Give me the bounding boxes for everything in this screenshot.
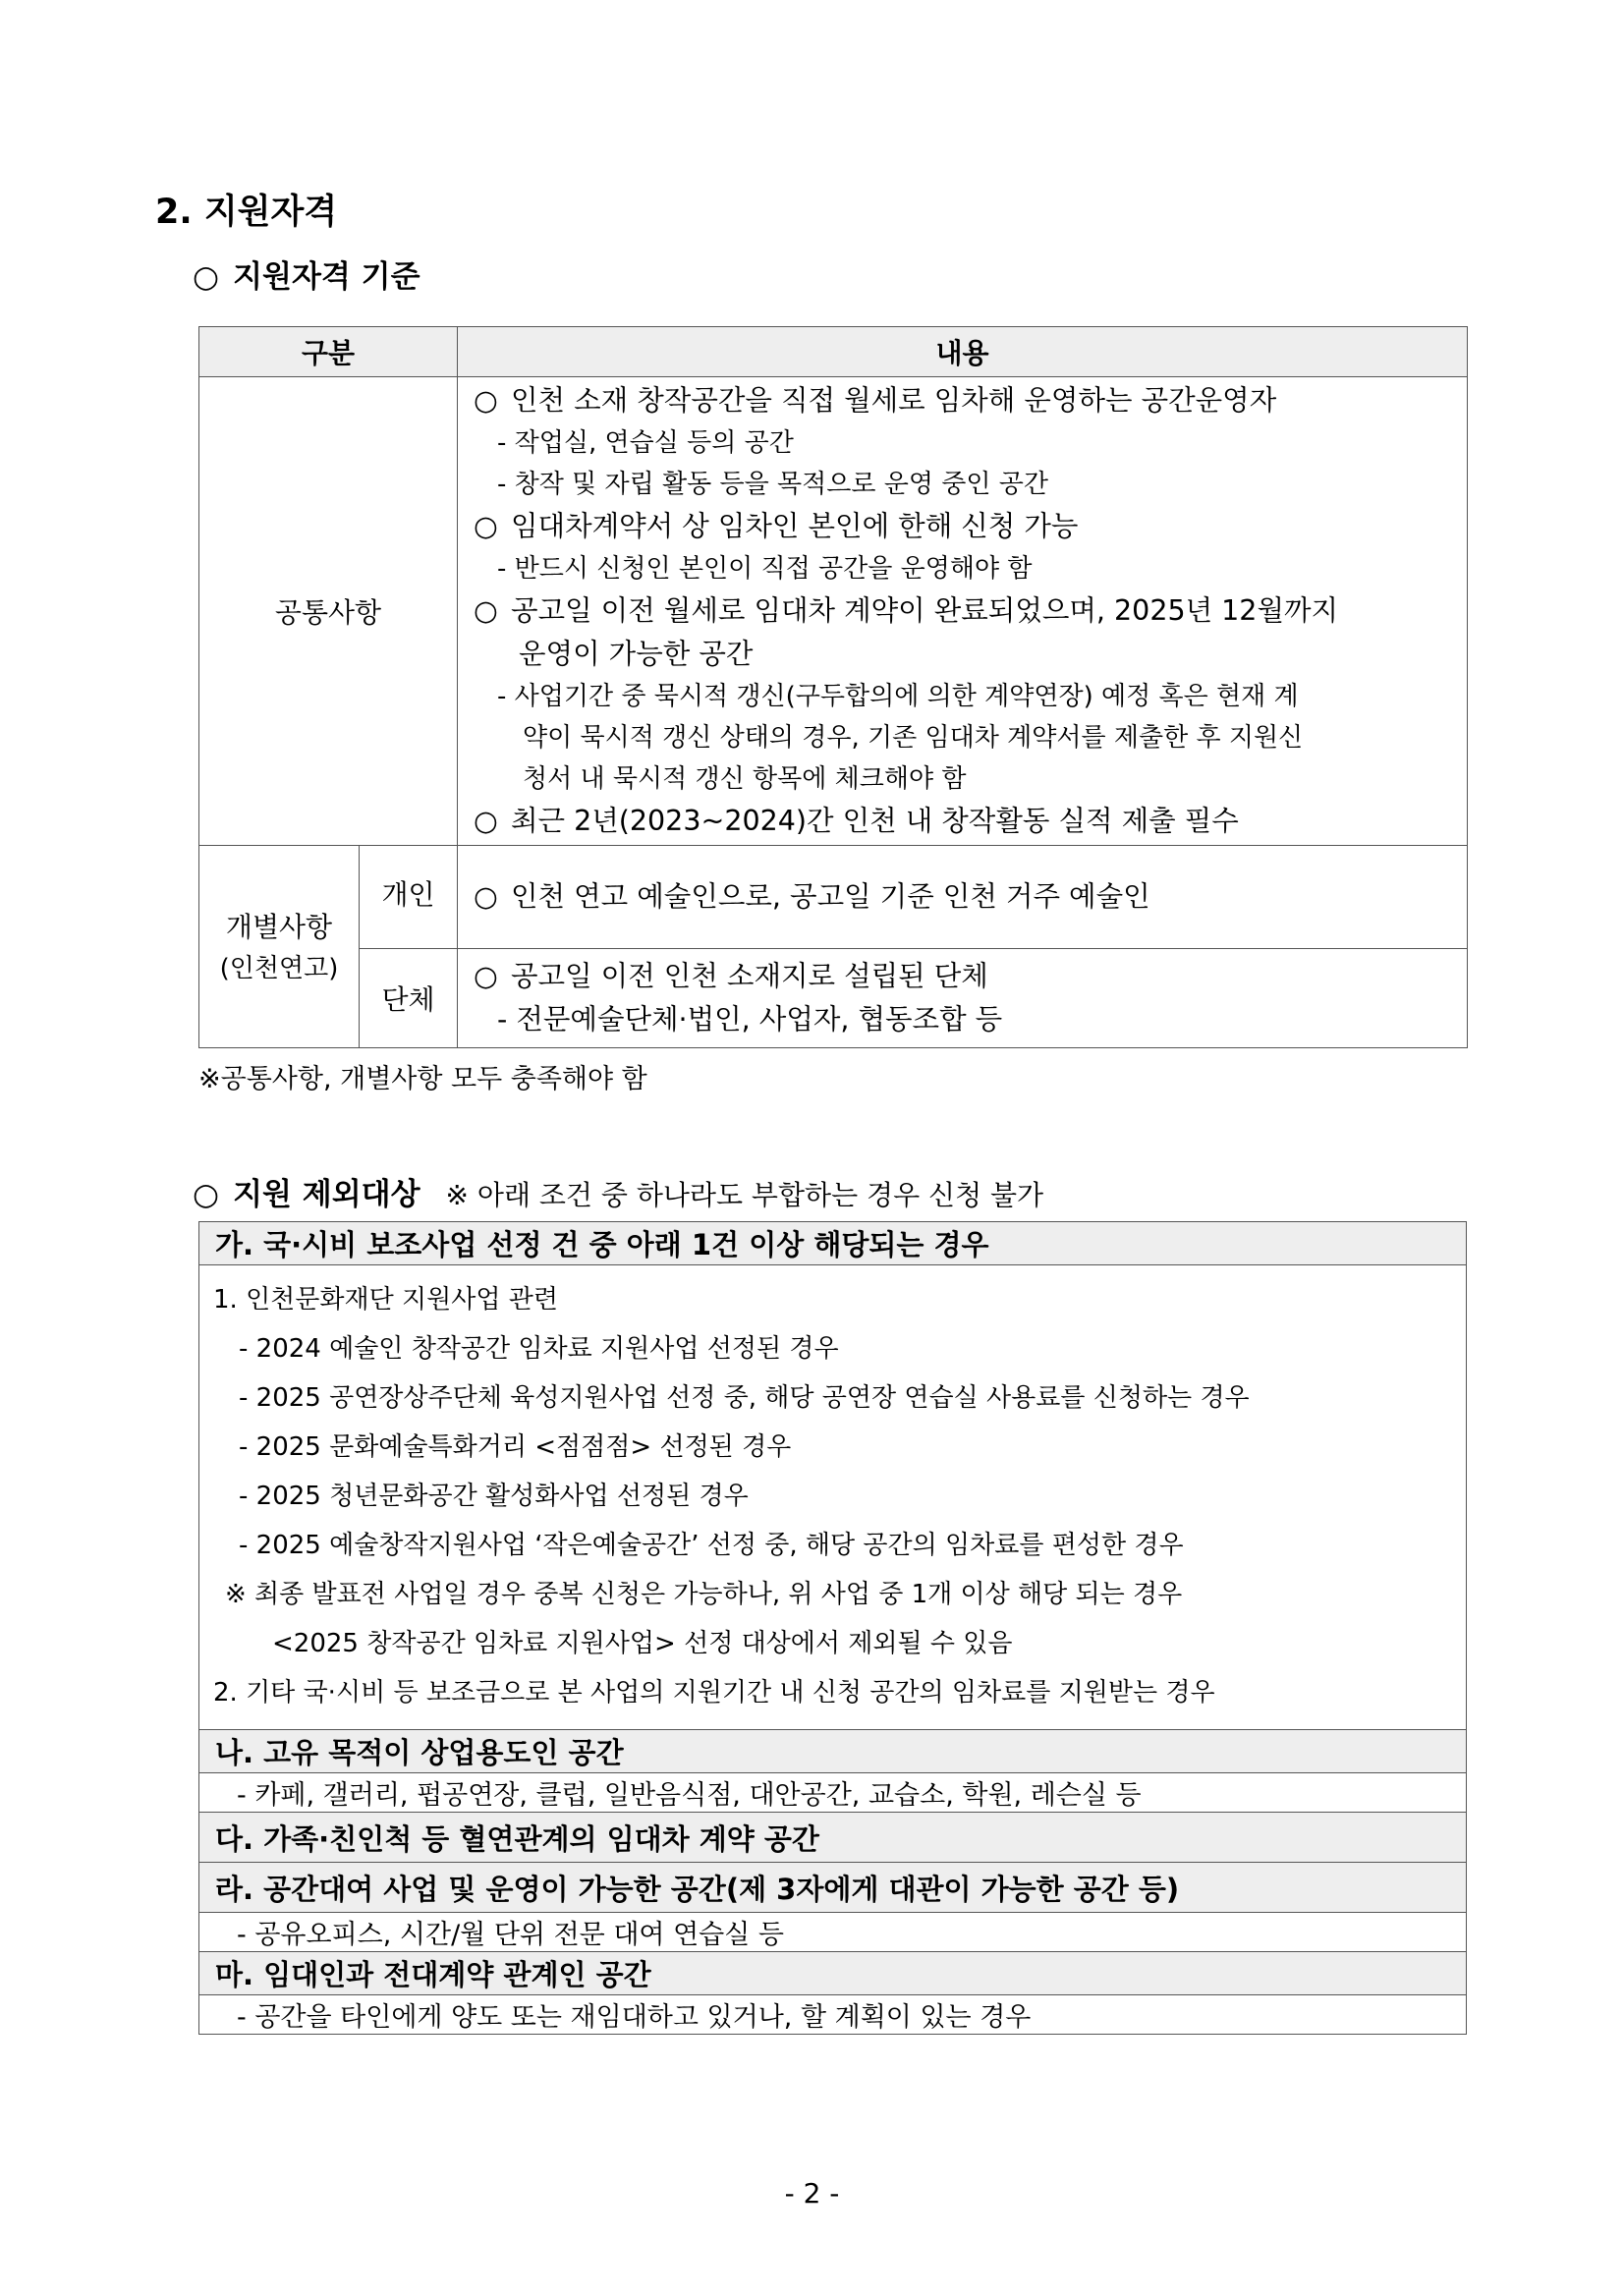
criteria-table: [198, 326, 1468, 1048]
bullet-icon: ○: [474, 805, 498, 837]
list-item: ○ 임대차계약서 상 임차인 본인에 한해 신청 가능: [474, 505, 1457, 548]
header-content: 내용: [458, 327, 1468, 377]
exclusion-heading: ○ 지원 제외대상 ※ 아래 조건 중 하나라도 부합하는 경우 신청 불가: [193, 1177, 1044, 1212]
person-row: [199, 846, 1468, 949]
criteria-footnote: ※공통사항, 개별사항 모두 충족해야 함: [198, 1064, 647, 1094]
exclusion-a-title: 가. 국·시비 보조사업 선정 건 중 아래 1건 이상 해당되는 경우: [199, 1222, 1467, 1265]
bullet-icon: ○: [474, 594, 498, 627]
list-item: - 반드시 신청인 본인이 직접 공간을 운영해야 함: [497, 554, 1033, 584]
exclusion-c-title: 다. 가족·친인척 등 혈연관계의 임대차 계약 공간: [199, 1813, 1467, 1863]
bullet-icon: ○: [474, 880, 498, 913]
list-item: <2025 창작공간 임차료 지원사업> 선정 대상에서 제외될 수 있음: [272, 1629, 1013, 1658]
list-item: - 작업실, 연습실 등의 공간: [497, 428, 794, 458]
group-label: 단체: [360, 949, 458, 1048]
common-content: [458, 377, 1468, 846]
list-item: ○ 최근 2년(2023~2024)간 인천 내 창작활동 실적 제출 필수: [474, 800, 1457, 843]
common-row: [199, 377, 1468, 846]
bullet-icon: ○: [193, 1177, 220, 1212]
exclusion-d-title-row: [199, 1863, 1467, 1913]
list-item: - 2024 예술인 창작공간 임차료 지원사업 선정된 경우: [239, 1334, 839, 1364]
exclusion-b-sub-row: [199, 1773, 1467, 1813]
list-item: ○ 공고일 이전 인천 소재지로 설립된 단체: [474, 955, 1457, 998]
table-header-row: [199, 327, 1468, 377]
group-row: [199, 949, 1468, 1048]
list-item: - 2025 예술창작지원사업 ‘작은예술공간’ 선정 중, 해당 공간의 임차료를 편성한 경우: [239, 1531, 1184, 1560]
exclusion-c-title-row: [199, 1813, 1467, 1863]
list-item: - 2025 문화예술특화거리 <점점점> 선정된 경우: [239, 1432, 792, 1462]
list-item: 약이 묵시적 갱신 상태의 경우, 기존 임대차 계약서를 제출한 후 지원신: [523, 723, 1304, 753]
list-item: - 2025 청년문화공간 활성화사업 선정된 경우: [239, 1482, 749, 1511]
list-item: 청서 내 묵시적 갱신 항목에 체크해야 함: [523, 764, 967, 794]
individual-label: 개별사항 (인천연고): [199, 846, 360, 1048]
exclusion-table: [198, 1221, 1467, 2035]
page-number: - 2 -: [784, 2177, 840, 2210]
common-label: 공통사항: [199, 377, 458, 846]
list-item: ※ 최종 발표전 사업일 경우 중복 신청은 가능하나, 위 사업 중 1개 이상 해당 되는 경우: [225, 1580, 1183, 1609]
exclusion-b-sub: - 카페, 갤러리, 펍공연장, 클럽, 일반음식점, 대안공간, 교습소, 학원, 레슨실 등: [199, 1773, 1467, 1813]
exclusion-d-sub: - 공유오피스, 시간/월 단위 전문 대여 연습실 등: [199, 1913, 1467, 1952]
person-label: 개인: [360, 846, 458, 949]
header-category: 구분: [199, 327, 458, 377]
person-content: [458, 846, 1468, 949]
exclusion-b-title: 나. 고유 목적이 상업용도인 공간: [199, 1730, 1467, 1773]
criteria-heading: ○ 지원자격 기준: [193, 259, 420, 295]
exclusion-d-title: 라. 공간대여 사업 및 운영이 가능한 공간(제 3자에게 대관이 가능한 공간 등): [199, 1863, 1467, 1913]
list-item: - 전문예술단체·법인, 사업자, 협동조합 등: [497, 1003, 1003, 1036]
list-item: 1. 인천문화재단 지원사업 관련: [213, 1285, 558, 1315]
bullet-icon: ○: [474, 384, 498, 417]
exclusion-e-title-row: [199, 1952, 1467, 1995]
bullet-icon: ○: [193, 259, 220, 295]
exclusion-e-sub: - 공간을 타인에게 양도 또는 재임대하고 있거나, 할 계획이 있는 경우: [199, 1995, 1467, 2035]
list-item: ○ 인천 연고 예술인으로, 공고일 기준 인천 거주 예술인: [474, 875, 1457, 919]
exclusion-e-sub-row: [199, 1995, 1467, 2035]
exclusion-a-body: [199, 1265, 1467, 1730]
exclusion-note: ※ 아래 조건 중 하나라도 부합하는 경우 신청 불가: [445, 1179, 1044, 1211]
bullet-icon: ○: [474, 510, 498, 542]
list-item: - 창작 및 자립 활동 등을 목적으로 운영 중인 공간: [497, 470, 1048, 499]
exclusion-d-sub-row: [199, 1913, 1467, 1952]
exclusion-b-title-row: [199, 1730, 1467, 1773]
bullet-icon: ○: [474, 960, 498, 992]
group-content: [458, 949, 1468, 1048]
list-item: 2. 기타 국·시비 등 보조금으로 본 사업의 지원기간 내 신청 공간의 임차료를 지원받는 경우: [213, 1678, 1215, 1708]
exclusion-a-body-row: [199, 1265, 1467, 1730]
exclusion-a-title-row: [199, 1222, 1467, 1265]
list-item: ○ 인천 소재 창작공간을 직접 월세로 임차해 운영하는 공간운영자: [474, 379, 1457, 422]
list-item: - 사업기간 중 묵시적 갱신(구두합의에 의한 계약연장) 예정 혹은 현재 계: [497, 682, 1299, 711]
exclusion-e-title: 마. 임대인과 전대계약 관계인 공간: [199, 1952, 1467, 1995]
list-item: ○ 공고일 이전 월세로 임대차 계약이 완료되었으며, 2025년 12월까지: [474, 589, 1457, 633]
list-item: 운영이 가능한 공간: [519, 638, 754, 670]
section-title: 2. 지원자격: [155, 193, 338, 232]
list-item: - 2025 공연장상주단체 육성지원사업 선정 중, 해당 공연장 연습실 사용료를 신청하는 경우: [239, 1383, 1250, 1413]
